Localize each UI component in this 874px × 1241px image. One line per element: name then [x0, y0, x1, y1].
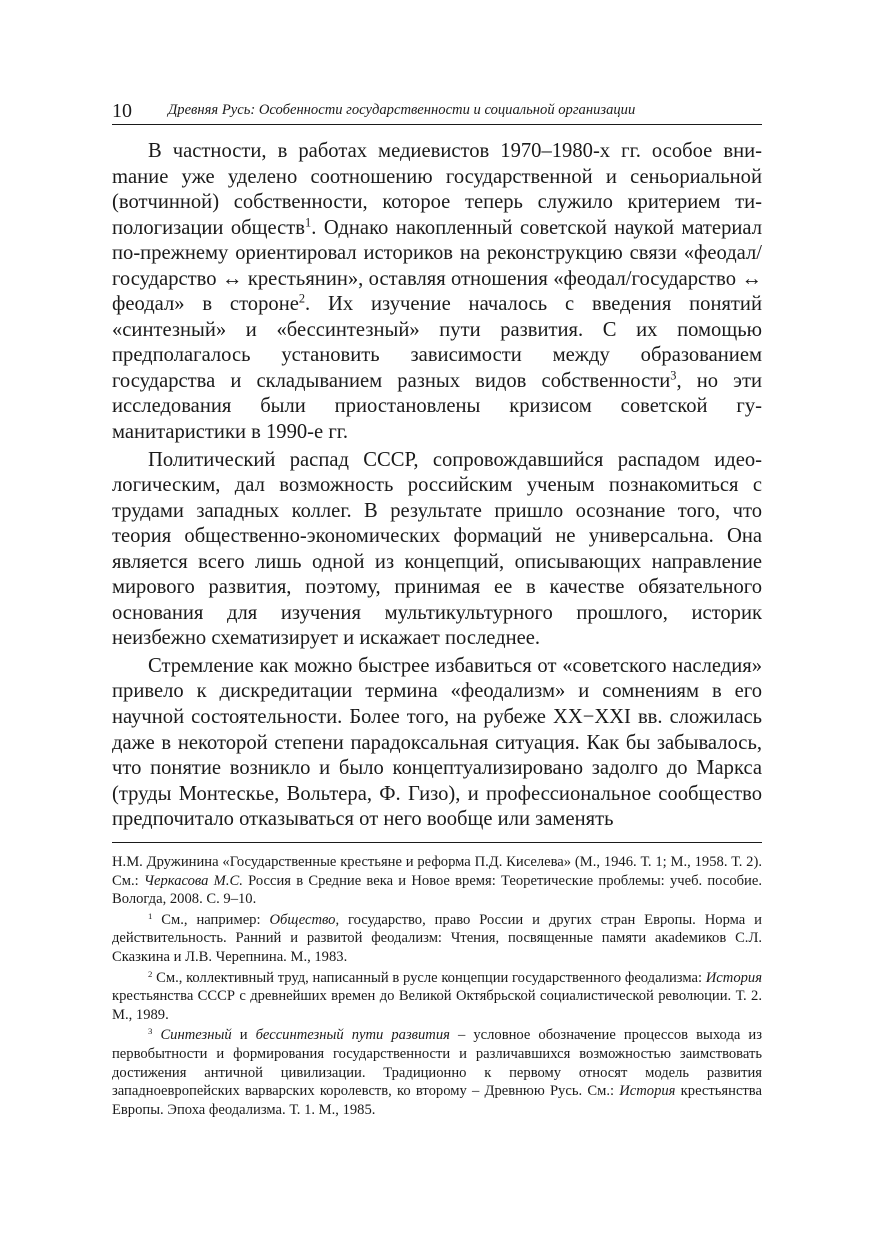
footnote-rule	[112, 842, 762, 843]
paragraph-3: Стремление как можно быстрее избавиться от «советского наследия» привело к дискредитации термина «феодализм» и сомнениям в его научной состоятельности. Более того, на рубеже XX−XXI вв. сложилась даже в некоторой степени парадоксальная ситуация. Как бы забывалось, что понятие возникло и было концептуализировано задолго до Маркса (труды Монтескье, Вольтера, Ф. Гизо), и профессиональное сообщество предпочитало отказываться от него вообще или заменять	[112, 654, 762, 831]
footnote-1-mark: 1	[148, 910, 153, 921]
footnote-ref-3: 3	[670, 368, 677, 383]
paragraph-1-text-d: , но эти исследования были приостановлены кризисом советской гуманитаристики в 1990-е гг.	[112, 369, 762, 444]
paragraph-1-text-a: В частности, в работах медиевистов 1970–1980-х гг. особое вниmание уже уделено соотношению государственной и сеньориальной (вотчинной) собственности, которое теперь служило критерием типологизации обществ	[112, 140, 762, 239]
footnote-1-title: Общество	[269, 911, 336, 928]
footnote-continuation-text-a: Н.М. Дружинина «Государственные крестьяне и реформа П.Д. Киселева» (М., 1946. Т. 1; М., 1958. Т. 2). См.:	[112, 854, 762, 889]
footnote-continuation	[112, 853, 762, 909]
footnote-3-term-2: бессинтезный пути развития	[255, 1027, 450, 1044]
footnotes	[112, 853, 762, 1119]
footnote-3-text-b: – условное обозначение процессов выхода из первобытности и формирования государственности и различавшихся возможностью заимствовать достижения античной цивилизации. Традиционно к первому относят модель развития западноевропейских варварских королевств, ко второму – Древнюю Русь. См.:	[112, 1027, 762, 1100]
footnote-3-title: История	[619, 1083, 676, 1100]
footnote-ref-2: 2	[298, 291, 306, 306]
footnote-1	[112, 911, 762, 967]
footnote-1-text-a: См., например:	[152, 911, 270, 928]
paragraph-1	[112, 139, 762, 446]
footnote-3-term-1: Синтезный	[160, 1027, 232, 1044]
footnote-continuation-text-b: Россия в Средние века и Новое время: Теоретические проблемы: учеб. пособие. Вологда, 2008. С. 9–10.	[112, 872, 762, 908]
footnote-2	[112, 969, 762, 1025]
running-title: Древняя Русь: Особенности государственности и социальной организации	[168, 102, 636, 118]
paragraph-1-text-b: . Однако накопленный советской наукой материал по-прежнему ориентировал историков на реконструкцию связи «феодал/государство ↔ крестьянин», оставляя отношения «феодал/государство ↔ феодал» в стороне	[112, 216, 762, 316]
main-text	[112, 139, 762, 833]
footnote-2-title: История	[705, 969, 762, 986]
running-header	[112, 98, 762, 125]
footnote-3-text-a2: и	[231, 1027, 256, 1044]
footnote-2-text-b: крестьянства СССР с древнейших времен до Великой Октябрьской социалистической революции. Т. 2. М., 1989.	[112, 988, 762, 1023]
footnote-2-mark: 2	[148, 968, 153, 979]
page-number: 10	[112, 100, 132, 122]
footnote-continuation-author: Черкасова М.С.	[143, 872, 243, 889]
footnote-1-text-b: , государство, право России и других стран Европы. Норма и действительность. Ранний и развитой феодализм: Чтения, посвященные памяти акаdемиков С.Л. Сказкина и Л.В. Черепнина. М., 1983.	[112, 911, 762, 965]
paragraph-1-text-c: . Их изучение началось с введения понятий «синтезный» и «бессинтезный» пути развития. С их помощью предполагалось установить зависимости между образованием государства и складыванием разных видов собственности	[112, 293, 762, 392]
footnote-ref-1: 1	[305, 215, 312, 230]
footnote-3-text-c: крестьянства Европы. Эпоха феодализма. Т. 1. М., 1985.	[112, 1083, 762, 1118]
footnote-3-mark: 3	[148, 1026, 153, 1037]
footnote-2-text-a: См., коллективный труд, написанный в русле концепции государственного феодализма:	[152, 969, 706, 986]
footnote-3	[112, 1026, 762, 1119]
paragraph-2: Политический распад СССР, сопровождавшийся распадом идеологическим, дал возможность российским ученым познакомиться с трудами западных коллег. В результате пришло осознание того, что теория общественно-экономических формаций не универсальна. Она является всего лишь одной из концепций, описывающих направление мирового развития, поэтому, принимая ее в качестве обязательного основания для изучения мультикультурного прошлого, историк неизбежно схематизирует и искажает последнее.	[112, 448, 762, 650]
